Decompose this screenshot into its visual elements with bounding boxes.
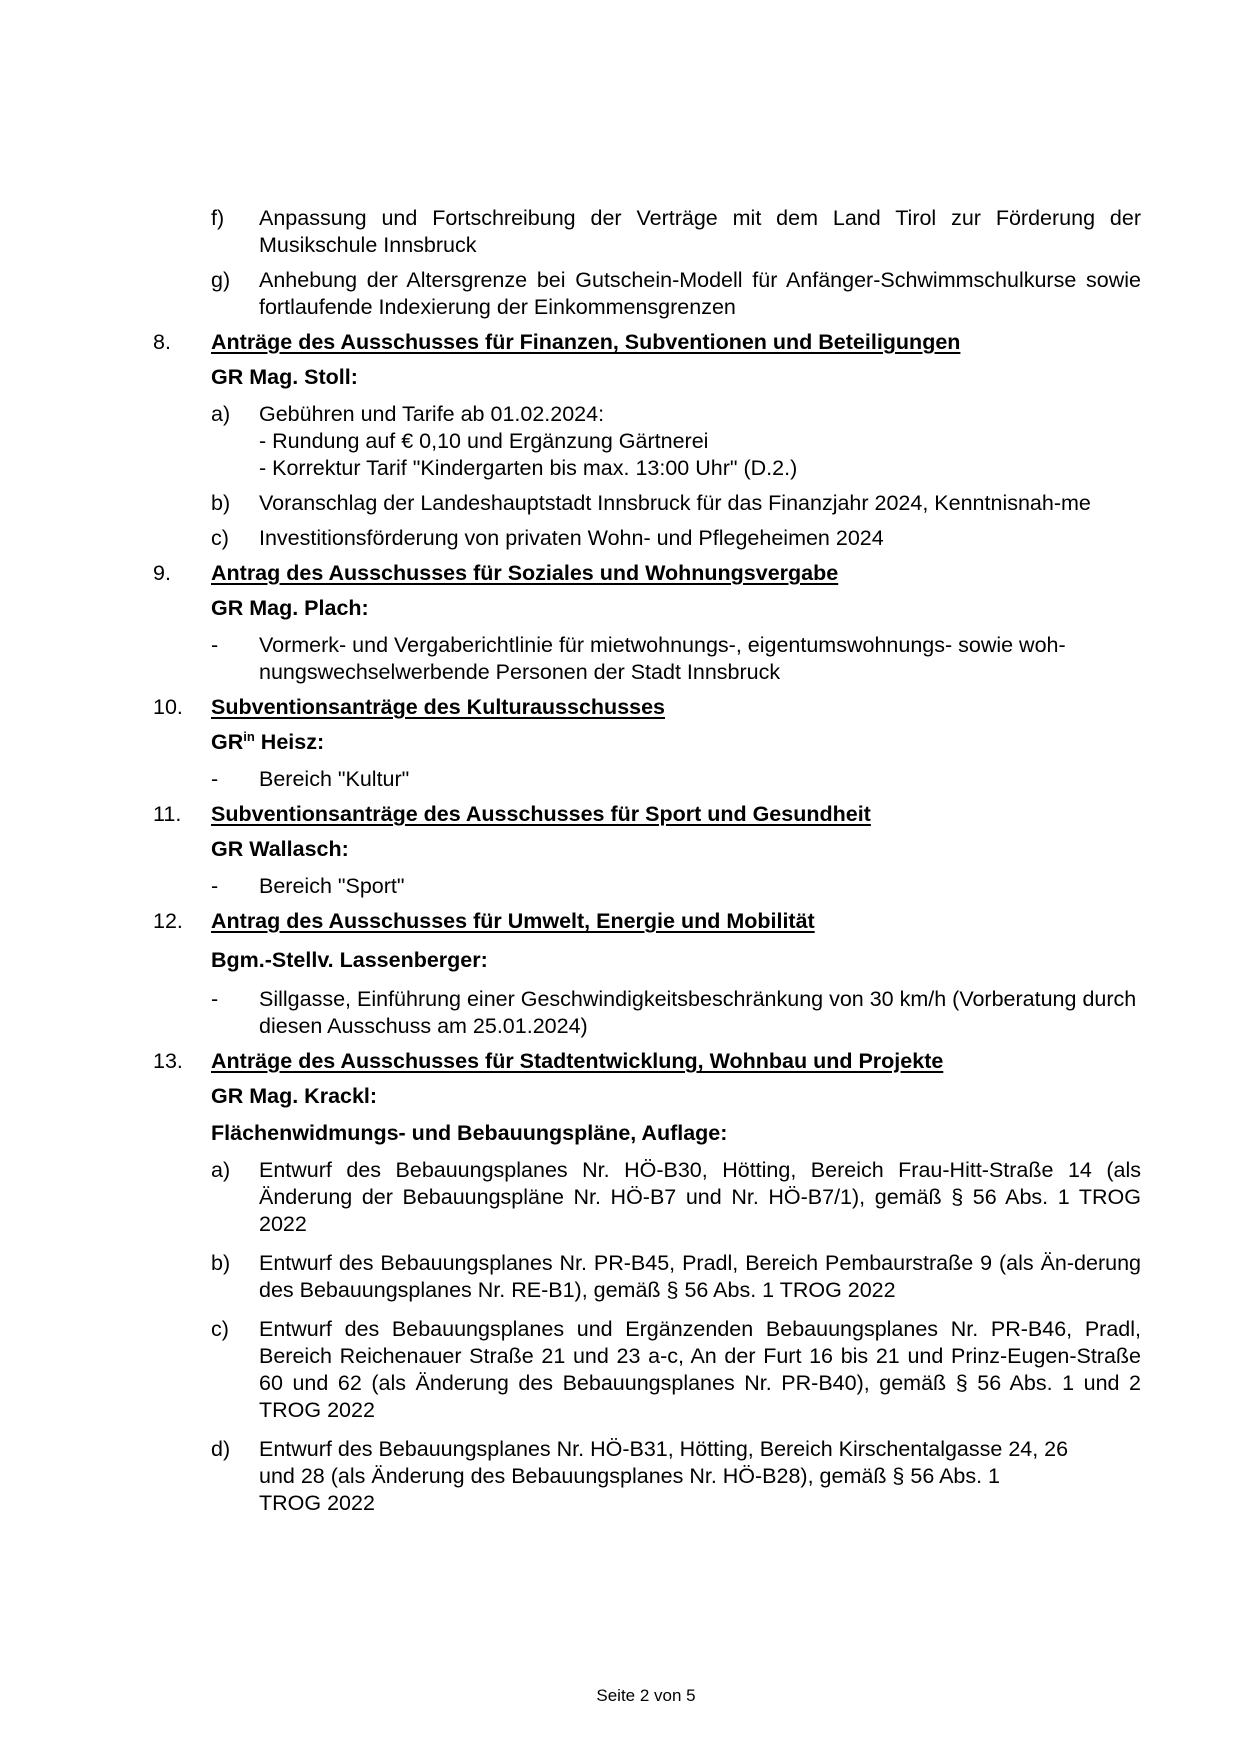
section-number: 8. bbox=[153, 330, 171, 354]
section-title: Anträge des Ausschusses für Stadtentwicklung, Wohnbau und Projekte bbox=[211, 1049, 944, 1073]
section-title: Antrag des Ausschusses für Soziales und Wohnungsvergabe bbox=[211, 561, 839, 585]
agenda-subitem bbox=[153, 1436, 1141, 1517]
section-9-heading bbox=[153, 560, 1141, 587]
agenda-subitem bbox=[153, 986, 1141, 1040]
agenda-subitem bbox=[153, 632, 1141, 686]
subitem-text: Anpassung und Fortschreibung der Verträge mit dem Land Tirol zur Förderung der Musikschule Innsbruck bbox=[259, 206, 1141, 257]
agenda-subitem bbox=[153, 525, 1141, 552]
agenda-subitem bbox=[153, 766, 1141, 793]
section-title: Antrag des Ausschusses für Umwelt, Energie und Mobilität bbox=[211, 909, 815, 933]
agenda-subitem bbox=[153, 1316, 1141, 1424]
agenda-subitem bbox=[153, 490, 1141, 517]
subitem-line: und 28 (als Änderung des Bebauungsplanes Nr. HÖ-B28), gemäß § 56 Abs. 1 bbox=[259, 1464, 1001, 1488]
subitem-label: - bbox=[211, 874, 219, 898]
section-title: Subventionsanträge des Ausschusses für Sport und Gesundheit bbox=[211, 802, 871, 826]
subitem-line: TROG 2022 bbox=[259, 1491, 375, 1515]
section-title: Anträge des Ausschusses für Finanzen, Subventionen und Beteiligungen bbox=[211, 330, 961, 354]
speaker-prefix: GR bbox=[211, 730, 244, 754]
subitem-label: d) bbox=[211, 1437, 231, 1461]
subitem-label: - bbox=[211, 633, 219, 657]
agenda-content bbox=[153, 205, 1141, 1525]
subitem-label: f) bbox=[211, 206, 225, 230]
subitem-label: c) bbox=[211, 526, 229, 550]
subitem-label: - bbox=[211, 987, 219, 1011]
agenda-subitem bbox=[153, 401, 1141, 482]
subitem-text bbox=[259, 401, 1141, 482]
subitem-text: Entwurf des Bebauungsplanes Nr. PR-B45, Pradl, Bereich Pembaurstraße 9 (als Än-derung des Bebauungsplanes Nr. RE-B1), gemäß § 56 Abs. 1 TROG 2022 bbox=[259, 1251, 1141, 1302]
speaker-name: GR Mag. Stoll: bbox=[211, 365, 358, 389]
subitem-text: Bereich "Sport" bbox=[259, 874, 405, 898]
page-footer: Seite 2 von 5 bbox=[596, 1686, 696, 1705]
subitem-text: Sillgasse, Einführung einer Geschwindigkeitsbeschränkung von 30 km/h (Vorberatung durch diesen Ausschuss am 25.01.2024) bbox=[259, 987, 1137, 1038]
section-number: 10. bbox=[153, 695, 183, 719]
speaker-name: GR Mag. Plach: bbox=[211, 596, 369, 620]
subitem-label: - bbox=[211, 767, 219, 791]
section-13-heading bbox=[153, 1048, 1141, 1075]
agenda-subitem bbox=[153, 873, 1141, 900]
speaker-superscript: in bbox=[243, 728, 255, 744]
subitem-label: b) bbox=[211, 491, 231, 515]
subitem-label: b) bbox=[211, 1251, 231, 1275]
subheading: Flächenwidmungs- und Bebauungspläne, Auflage: bbox=[211, 1121, 728, 1145]
agenda-subitem-f bbox=[153, 205, 1141, 259]
subitem-line: Gebühren und Tarife ab 01.02.2024: bbox=[259, 402, 605, 426]
subitem-label: a) bbox=[211, 402, 231, 426]
speaker-name: GR Mag. Krackl: bbox=[211, 1084, 378, 1108]
section-title: Subventionsanträge des Kulturausschusses bbox=[211, 695, 666, 719]
section-number: 13. bbox=[153, 1049, 183, 1073]
subitem-text: Anhebung der Altersgrenze bei Gutschein-Modell für Anfänger-Schwimmschulkurse sowie fortlaufende Indexierung der Einkommensgrenzen bbox=[259, 268, 1141, 319]
speaker-name: Bgm.-Stellv. Lassenberger: bbox=[211, 948, 488, 972]
section-12-heading bbox=[153, 908, 1141, 935]
subitem-text: Investitionsförderung von privaten Wohn- und Pflegeheimen 2024 bbox=[259, 526, 884, 550]
subitem-line: Entwurf des Bebauungsplanes Nr. HÖ-B31, Hötting, Bereich Kirschentalgasse 24, 26 bbox=[259, 1437, 1069, 1461]
subitem-text: Entwurf des Bebauungsplanes und Ergänzenden Bebauungsplanes Nr. PR-B46, Pradl, Bereich Reichenauer Straße 21 und 23 a-c, An der Furt 16 bis 21 und Prinz-Eugen-Straße 60 und 62 (als Änderung des Bebauungsplanes Nr. PR-B40), gemäß § 56 Abs. 1 und 2 TROG 2022 bbox=[259, 1317, 1141, 1422]
subitem-label: g) bbox=[211, 268, 231, 292]
subitem-text: Voranschlag der Landeshauptstadt Innsbruck für das Finanzjahr 2024, Kenntnisnah-me bbox=[259, 491, 1091, 515]
agenda-subitem bbox=[153, 1250, 1141, 1304]
section-11-heading bbox=[153, 801, 1141, 828]
subitem-text bbox=[259, 1436, 1141, 1517]
section-number: 12. bbox=[153, 909, 183, 933]
subitem-line: - Korrektur Tarif "Kindergarten bis max. 13:00 Uhr" (D.2.) bbox=[259, 456, 798, 480]
subitem-label: a) bbox=[211, 1158, 231, 1182]
section-number: 11. bbox=[153, 802, 182, 826]
section-number: 9. bbox=[153, 561, 171, 585]
agenda-subitem-g bbox=[153, 267, 1141, 321]
speaker-name: GR Wallasch: bbox=[211, 837, 349, 861]
section-10-heading bbox=[153, 694, 1141, 721]
speaker-name bbox=[153, 729, 1141, 756]
subitem-line: - Rundung auf € 0,10 und Ergänzung Gärtnerei bbox=[259, 429, 709, 453]
subitem-text: Vormerk- und Vergaberichtlinie für mietwohnungs-, eigentumswohnungs- sowie woh-nungswechselwerbende Personen der Stadt Innsbruck bbox=[259, 633, 1066, 684]
subitem-text: Bereich "Kultur" bbox=[259, 767, 410, 791]
subitem-text: Entwurf des Bebauungsplanes Nr. HÖ-B30, Hötting, Bereich Frau-Hitt-Straße 14 (als Änderung der Bebauungspläne Nr. HÖ-B7 und Nr. HÖ-B7/1), gemäß § 56 Abs. 1 TROG 2022 bbox=[259, 1158, 1141, 1236]
agenda-subitem bbox=[153, 1157, 1141, 1238]
speaker-rest: Heisz: bbox=[254, 730, 325, 754]
section-8-heading bbox=[153, 329, 1141, 356]
subitem-label: c) bbox=[211, 1317, 229, 1341]
